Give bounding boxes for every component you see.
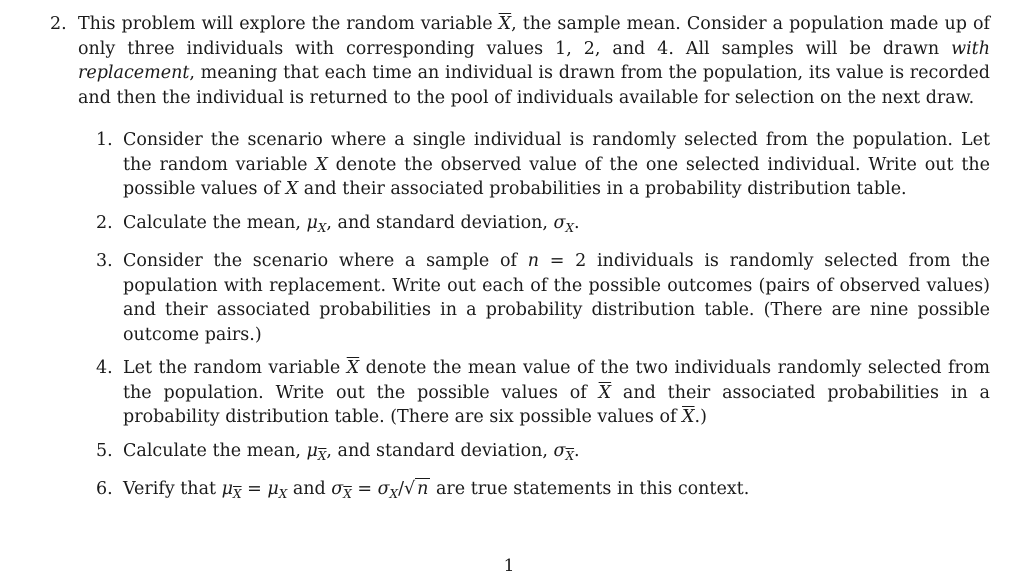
intro-text-1: This problem will explore the random variable (78, 14, 499, 34)
subproblem-number: 3. (96, 251, 113, 271)
sigma-xbar-symbol (331, 479, 352, 499)
mu-xbar-symbol (222, 479, 242, 499)
intro-text-3: , meaning that each time an individual is drawn from the population, its value is recorded and then the individual is returned to the pool of individuals available for selection on the next draw. (78, 63, 990, 108)
intro-text-2: , the sample mean. Consider a population made up of only three individuals with corresponding values 1, 2, and 4. All samples will be drawn (78, 14, 990, 59)
sigma-symbol: σ (377, 479, 390, 499)
subproblem-4 (96, 356, 990, 430)
slash-symbol: / (398, 479, 404, 499)
subproblem-5-text-a: Calculate the mean, (123, 440, 307, 461)
x-symbol: X (315, 154, 328, 175)
mu-symbol: μ (306, 440, 318, 461)
mu-x-symbol (267, 479, 287, 499)
mu-symbol: μ (306, 212, 318, 233)
n-symbol: n (527, 251, 539, 271)
x-subscript: X (317, 220, 327, 235)
xbar-symbol: $\overline{X}$ (682, 407, 695, 427)
subproblem-5-text-b: , and standard deviation, (326, 440, 554, 461)
subproblem-2-text-b: , and standard deviation, (326, 212, 554, 233)
xbar-subscript: X (232, 487, 242, 501)
subproblem-list (96, 128, 990, 516)
with-replacement-emphasis: with replacement (78, 38, 990, 83)
radical-sign: √ (404, 479, 416, 499)
xbar-subscript: X (343, 487, 352, 501)
xbar-subscript: X (565, 448, 575, 463)
subproblem-4-text-a: Let the random variable (123, 358, 347, 378)
subproblem-4-text-b: denote the mean value of the two individuals randomly selected from the population. Write out the possible values of (123, 358, 990, 403)
subproblem-number: 4. (96, 358, 113, 378)
sigma-x-symbol (554, 213, 575, 233)
subproblem-1-text-a: Consider the scenario where a single individual is randomly selected from the population. Let the random variable (123, 130, 990, 175)
mu-x-symbol (306, 213, 326, 233)
subproblem-5 (96, 439, 990, 469)
x-subscript: X (565, 220, 575, 235)
mu-symbol: μ (221, 479, 233, 499)
xbar-symbol: $\overline{X}$ (346, 358, 360, 378)
subproblem-4-text-c: and their associated probabilities in a probability distribution table. (There are six possible values of (123, 382, 990, 427)
n-symbol: n (417, 479, 429, 499)
subproblem-number: 1. (96, 130, 113, 150)
mu-symbol: μ (267, 479, 279, 499)
equals-two: = 2 (538, 251, 587, 271)
subproblem-1 (96, 128, 990, 202)
subproblem-3-text-a: Consider the scenario where a sample of (123, 251, 528, 271)
xbar-subscript: X (317, 448, 327, 463)
subproblem-1-text-c: and their associated probabilities in a probability distribution table. (298, 179, 907, 199)
subproblem-3 (96, 249, 990, 347)
equals-sign: = (351, 479, 378, 499)
sigma-symbol: σ (553, 212, 566, 233)
sigma-symbol: σ (331, 479, 344, 499)
x-subscript: X (389, 487, 399, 501)
subproblem-4-text-d: .) (694, 407, 707, 427)
subproblem-3-text-b: individuals is randomly selected from the population with replacement. Write out each of the possible outcomes (pairs of observed values) and their associated probabilities in a probability distribution table. (There are nine possible outcome pairs.) (123, 251, 990, 345)
square-root-n (404, 477, 430, 502)
problem-intro (78, 12, 990, 110)
subproblem-6 (96, 477, 990, 507)
x-symbol: X (285, 179, 299, 199)
subproblem-2-text-c: . (574, 212, 580, 233)
subproblem-2 (96, 211, 990, 241)
sigma-xbar-symbol (554, 441, 575, 461)
and-word: and (287, 479, 332, 499)
subproblem-6-text-a: Verify that (123, 479, 222, 499)
problem-number: 2. (50, 14, 67, 34)
subproblem-2-text-a: Calculate the mean, (123, 212, 307, 233)
subproblem-1-text-b: denote the observed value of the one selected individual. Write out the possible values of (123, 154, 990, 199)
subproblem-number: 5. (96, 440, 113, 461)
problem-2 (50, 12, 990, 110)
mu-xbar-symbol (306, 441, 326, 461)
subproblem-number: 2. (96, 212, 113, 233)
equals-sign: = (241, 479, 268, 499)
xbar-symbol: $\overline{X}$ (498, 14, 512, 34)
x-subscript: X (278, 487, 288, 501)
subproblem-6-text-b: are true statements in this context. (430, 479, 750, 499)
xbar-symbol: $\overline{X}$ (598, 382, 612, 403)
sigma-symbol: σ (553, 440, 566, 461)
page-number: 1 (503, 556, 515, 576)
sigma-x-symbol (378, 479, 399, 499)
subproblem-number: 6. (96, 479, 113, 499)
subproblem-5-text-c: . (574, 440, 580, 461)
